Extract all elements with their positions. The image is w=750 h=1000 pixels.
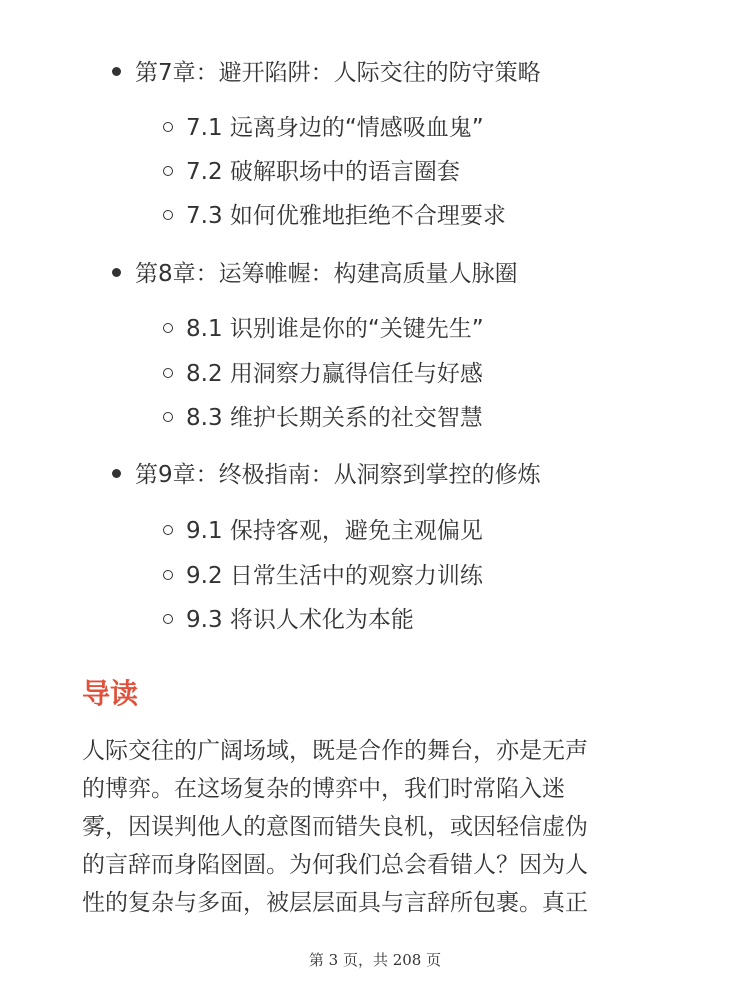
- filled-disc-icon: [112, 469, 121, 478]
- intro-line: 人际交往的广阔场域，既是合作的舞台，亦是无声: [82, 738, 588, 764]
- intro-line: 雾，因误判他人的意图而错失良机，或因轻信虚伪: [82, 814, 588, 840]
- toc-chapter-8: [112, 259, 518, 289]
- hollow-circle-icon: [163, 614, 173, 624]
- section-title: 8.2 用洞察力赢得信任与好感: [186, 361, 483, 387]
- intro-line: 的言辞而身陷囹圄。为何我们总会看错人？因为人: [82, 852, 588, 878]
- filled-disc-icon: [112, 268, 121, 277]
- hollow-circle-icon: [163, 122, 173, 132]
- toc-chapter-9: [112, 460, 541, 490]
- section-title: 7.1 远离身边的“情感吸血鬼”: [186, 115, 484, 141]
- toc-section-7-1: [163, 113, 484, 143]
- chapter-title: 第7章：避开陷阱：人际交往的防守策略: [135, 60, 541, 86]
- hollow-circle-icon: [163, 368, 173, 378]
- hollow-circle-icon: [163, 210, 173, 220]
- chapter-title: 第9章：终极指南：从洞察到掌控的修炼: [135, 462, 541, 488]
- hollow-circle-icon: [163, 323, 173, 333]
- toc-section-8-2: [163, 359, 483, 389]
- section-title: 7.2 破解职场中的语言圈套: [186, 159, 460, 185]
- chapter-title: 第8章：运筹帷幄：构建高质量人脉圈: [135, 261, 518, 287]
- filled-disc-icon: [112, 67, 121, 76]
- toc-section-9-3: [163, 605, 414, 635]
- intro-heading: 导读: [82, 677, 139, 710]
- toc-section-9-1: [163, 516, 483, 546]
- section-title: 7.3 如何优雅地拒绝不合理要求: [186, 203, 506, 229]
- intro-line: 性的复杂与多面，被层层面具与言辞所包裹。真正: [82, 890, 588, 916]
- toc-section-8-1: [163, 314, 484, 344]
- section-title: 8.3 维护长期关系的社交智慧: [186, 405, 483, 431]
- toc-section-9-2: [163, 561, 483, 591]
- toc-chapter-7: [112, 58, 541, 88]
- hollow-circle-icon: [163, 412, 173, 422]
- section-title: 9.1 保持客观，避免主观偏见: [186, 518, 483, 544]
- page-number-footer: 第 3 页，共 208 页: [308, 951, 442, 969]
- section-title: 9.3 将识人术化为本能: [186, 607, 414, 633]
- hollow-circle-icon: [163, 570, 173, 580]
- section-title: 8.1 识别谁是你的“关键先生”: [186, 316, 484, 342]
- section-title: 9.2 日常生活中的观察力训练: [186, 563, 483, 589]
- toc-section-8-3: [163, 403, 483, 433]
- intro-line: 的博弈。在这场复杂的博弈中，我们时常陷入迷: [82, 776, 565, 802]
- toc-section-7-3: [163, 201, 506, 231]
- hollow-circle-icon: [163, 166, 173, 176]
- toc-section-7-2: [163, 157, 460, 187]
- hollow-circle-icon: [163, 525, 173, 535]
